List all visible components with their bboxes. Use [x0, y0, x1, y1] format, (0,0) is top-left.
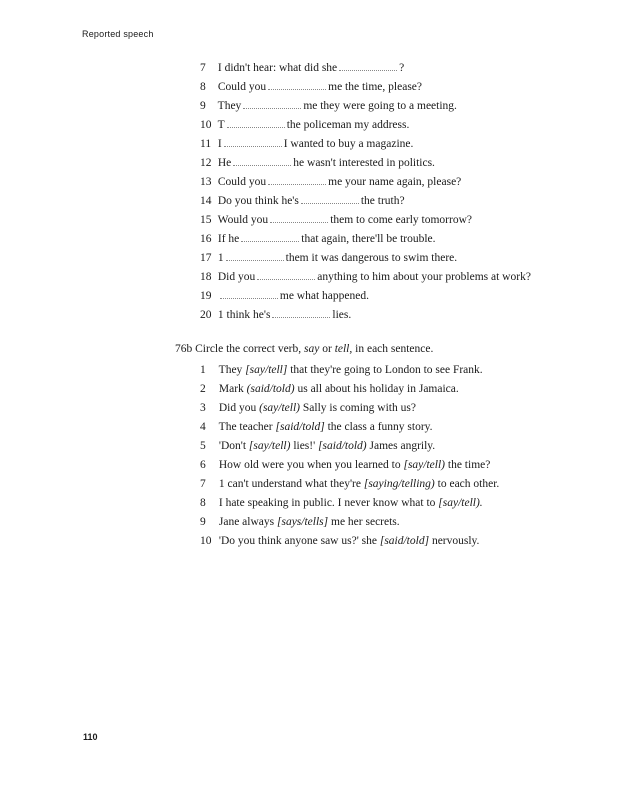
sentence-start: Do you think he's: [217, 195, 299, 207]
item-number: 8: [200, 497, 206, 509]
sentence-item: [200, 231, 436, 246]
item-number: 6: [200, 459, 206, 471]
item-number: 7: [200, 62, 206, 74]
verb-choice[interactable]: [said/told]: [275, 421, 325, 433]
sentence-start: T: [217, 119, 225, 131]
item-number: 2: [200, 383, 206, 395]
verb-choice[interactable]: [says/tells]: [277, 516, 329, 528]
item-number: 1: [200, 364, 206, 376]
answer-blank[interactable]: [233, 155, 291, 166]
word-or: or: [322, 343, 332, 355]
sentence-end: he wasn't interested in politics.: [293, 157, 435, 169]
sentence-item: [200, 288, 369, 303]
item-number: 13: [200, 176, 212, 188]
answer-blank[interactable]: [243, 98, 301, 109]
sentence-item: [200, 250, 457, 265]
choice-item: [200, 401, 416, 415]
item-number: 5: [200, 440, 206, 452]
text-part: They: [218, 364, 246, 376]
text-part: 1 can't understand what they're: [218, 478, 364, 490]
item-number: 14: [200, 195, 212, 207]
text-part: James angrily.: [366, 440, 436, 452]
sentence-end: lies.: [332, 309, 352, 321]
text-part: The teacher: [218, 421, 276, 433]
text-part: us all about his holiday in Jamaica.: [294, 383, 459, 395]
answer-blank[interactable]: [272, 307, 330, 318]
sentence-end: the truth?: [360, 195, 405, 207]
item-number: 11: [200, 138, 212, 150]
choice-item: [200, 439, 435, 453]
text-part: Sally is coming with us?: [300, 402, 416, 414]
exercise-b-instruction: [175, 343, 433, 355]
sentence-start: He: [217, 157, 232, 169]
choice-item: [200, 534, 479, 548]
sentence-start: I: [217, 138, 222, 150]
text-part: to each other.: [434, 478, 500, 490]
item-number: 17: [200, 252, 212, 264]
sentence-end: me the time, please?: [328, 81, 423, 93]
item-number: 9: [200, 100, 206, 112]
sentence-item: [200, 117, 409, 132]
verb-choice[interactable]: [say/tell).: [438, 497, 483, 509]
text-part: I hate speaking in public. I never know what to: [218, 497, 439, 509]
choice-item: [200, 458, 490, 472]
sentence-start: Could you: [217, 81, 267, 93]
exercise-label: 76b: [175, 343, 193, 355]
sentence-start: 1 think he's: [217, 309, 271, 321]
word-tell: tell,: [334, 343, 353, 355]
item-number: 10: [200, 535, 212, 547]
sentence-item: [200, 98, 457, 113]
sentence-end: that again, there'll be trouble.: [301, 233, 436, 245]
choice-item: [200, 515, 400, 529]
item-number: 15: [200, 214, 212, 226]
choice-item: [200, 420, 433, 434]
text-part: 'Don't: [218, 440, 249, 452]
text-part: How old were you when you learned to: [218, 459, 404, 471]
sentence-end: anything to him about your problems at work?: [317, 271, 531, 283]
sentence-item: [200, 79, 422, 94]
sentence-item: [200, 136, 413, 151]
item-number: 19: [200, 290, 212, 302]
running-header: Reported speech: [82, 29, 154, 39]
text-part: lies!': [290, 440, 319, 452]
sentence-start: 1: [217, 252, 224, 264]
answer-blank[interactable]: [301, 193, 359, 204]
item-number: 12: [200, 157, 212, 169]
sentence-item: [200, 155, 435, 170]
sentence-item: [200, 174, 461, 189]
answer-blank[interactable]: [224, 136, 282, 147]
text-part: the time?: [445, 459, 491, 471]
answer-blank[interactable]: [270, 212, 328, 223]
answer-blank[interactable]: [268, 79, 326, 90]
sentence-end: me what happened.: [279, 290, 369, 302]
word-say: say: [304, 343, 320, 355]
choice-item: [200, 382, 459, 396]
sentence-start: They: [217, 100, 242, 112]
item-number: 20: [200, 309, 212, 321]
verb-choice[interactable]: [say/tell): [248, 440, 291, 452]
verb-choice[interactable]: (say/tell): [259, 402, 300, 414]
item-number: 7: [200, 478, 206, 490]
sentence-end: them to come early tomorrow?: [330, 214, 472, 226]
answer-blank[interactable]: [339, 60, 397, 71]
sentence-end: me they were going to a meeting.: [303, 100, 457, 112]
sentence-item: [200, 269, 531, 284]
sentence-end: them it was dangerous to swim there.: [285, 252, 458, 264]
instruction-start: Circle the correct verb,: [195, 343, 302, 355]
verb-choice[interactable]: (said/told): [246, 383, 295, 395]
text-part: Jane always: [218, 516, 277, 528]
sentence-end: the policeman my address.: [286, 119, 410, 131]
item-number: 10: [200, 119, 212, 131]
item-number: 16: [200, 233, 212, 245]
item-number: 18: [200, 271, 212, 283]
item-number: 8: [200, 81, 206, 93]
text-part: that they're going to London to see Frank.: [287, 364, 483, 376]
verb-choice[interactable]: [said/told]: [379, 535, 430, 547]
item-number: 9: [200, 516, 206, 528]
instruction-end: in each sentence.: [355, 343, 434, 355]
sentence-start: If he: [217, 233, 240, 245]
sentence-item: [200, 60, 404, 75]
text-part: nervously.: [429, 535, 480, 547]
text-part: me her secrets.: [328, 516, 400, 528]
sentence-end: me your name again, please?: [328, 176, 462, 188]
answer-blank[interactable]: [220, 288, 278, 299]
choice-item: [200, 496, 483, 510]
text-part: 'Do you think anyone saw us?' she: [218, 535, 380, 547]
sentence-item: [200, 307, 351, 322]
answer-blank[interactable]: [226, 250, 284, 261]
choice-item: [200, 363, 483, 377]
page-number: 110: [83, 732, 98, 742]
answer-blank[interactable]: [268, 174, 326, 185]
sentence-start: Would you: [217, 214, 269, 226]
sentence-end: I wanted to buy a magazine.: [283, 138, 414, 150]
verb-choice[interactable]: [say/tell]: [245, 364, 288, 376]
answer-blank[interactable]: [257, 269, 315, 280]
sentence-item: [200, 212, 472, 227]
text-part: Mark: [218, 383, 247, 395]
verb-choice[interactable]: [saying/telling): [363, 478, 435, 490]
verb-choice[interactable]: [said/told): [318, 440, 367, 452]
answer-blank[interactable]: [241, 231, 299, 242]
text-part: Did you: [218, 402, 260, 414]
sentence-start: I didn't hear: what did she: [217, 62, 338, 74]
sentence-end: ?: [399, 62, 405, 74]
choice-item: [200, 477, 499, 491]
sentence-item: [200, 193, 405, 208]
sentence-start: Did you: [217, 271, 256, 283]
text-part: the class a funny story.: [324, 421, 433, 433]
sentence-start: Could you: [217, 176, 267, 188]
verb-choice[interactable]: [say/tell): [403, 459, 445, 471]
item-number: 4: [200, 421, 206, 433]
answer-blank[interactable]: [227, 117, 285, 128]
item-number: 3: [200, 402, 206, 414]
